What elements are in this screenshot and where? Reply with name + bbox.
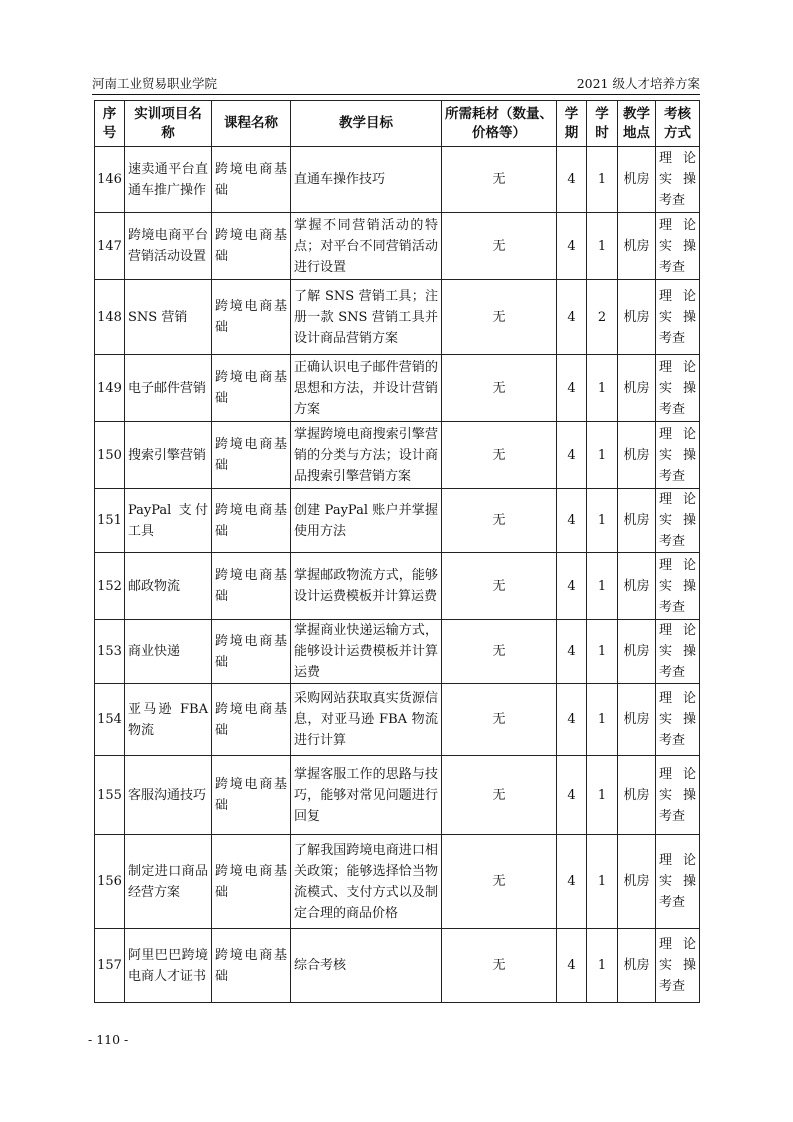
row-place: 机房 <box>618 147 656 213</box>
table-row <box>95 929 700 1003</box>
row-place: 机房 <box>618 489 656 553</box>
row-no: 147 <box>95 213 125 280</box>
table-row <box>95 147 700 213</box>
row-exam: 理论实操考查 <box>656 213 700 280</box>
row-hours: 1 <box>587 147 618 213</box>
row-place: 机房 <box>618 213 656 280</box>
row-exam: 理论实操考查 <box>656 553 700 620</box>
row-material: 无 <box>442 756 557 835</box>
table-header-row <box>95 101 700 147</box>
row-material: 无 <box>442 684 557 756</box>
row-place: 机房 <box>618 355 656 422</box>
training-table <box>94 100 700 1003</box>
row-hours: 1 <box>587 835 618 929</box>
table-row <box>95 422 700 489</box>
table-row <box>95 489 700 553</box>
row-exam: 理论实操考查 <box>656 489 700 553</box>
row-project: 制定进口商品经营方案 <box>125 835 212 929</box>
row-hours: 1 <box>587 213 618 280</box>
row-course: 跨境电商基础 <box>212 620 291 684</box>
row-term: 4 <box>557 620 587 684</box>
row-goal: 掌握客服工作的思路与技巧，能够对常见问题进行回复 <box>291 756 442 835</box>
row-course: 跨境电商基础 <box>212 835 291 929</box>
row-project: 速卖通平台直通车推广操作 <box>125 147 212 213</box>
row-no: 150 <box>95 422 125 489</box>
row-project: 亚马逊 FBA 物流 <box>125 684 212 756</box>
row-goal: 掌握商业快递运输方式，能够设计运费模板并计算运费 <box>291 620 442 684</box>
row-exam: 理论实操考查 <box>656 835 700 929</box>
row-hours: 1 <box>587 553 618 620</box>
row-no: 152 <box>95 553 125 620</box>
row-place: 机房 <box>618 835 656 929</box>
row-exam: 理论实操考查 <box>656 929 700 1003</box>
row-hours: 1 <box>587 355 618 422</box>
row-project: 邮政物流 <box>125 553 212 620</box>
row-no: 153 <box>95 620 125 684</box>
col-header-place: 教学地点 <box>618 101 656 147</box>
row-project: 跨境电商平台营销活动设置 <box>125 213 212 280</box>
row-project: 电子邮件营销 <box>125 355 212 422</box>
row-term: 4 <box>557 147 587 213</box>
table-row <box>95 213 700 280</box>
row-material: 无 <box>442 422 557 489</box>
row-term: 4 <box>557 756 587 835</box>
row-term: 4 <box>557 213 587 280</box>
col-header-exam: 考核方式 <box>656 101 700 147</box>
row-course: 跨境电商基础 <box>212 147 291 213</box>
row-hours: 1 <box>587 422 618 489</box>
row-goal: 直通车操作技巧 <box>291 147 442 213</box>
row-term: 4 <box>557 684 587 756</box>
col-header-hours: 学时 <box>587 101 618 147</box>
row-place: 机房 <box>618 684 656 756</box>
row-material: 无 <box>442 213 557 280</box>
row-material: 无 <box>442 835 557 929</box>
row-material: 无 <box>442 620 557 684</box>
header-divider <box>92 94 700 95</box>
row-goal: 采购网站获取真实货源信息，对亚马逊 FBA 物流进行计算 <box>291 684 442 756</box>
row-term: 4 <box>557 929 587 1003</box>
row-material: 无 <box>442 147 557 213</box>
col-header-no: 序号 <box>95 101 125 147</box>
row-term: 4 <box>557 553 587 620</box>
table-row <box>95 684 700 756</box>
row-no: 156 <box>95 835 125 929</box>
row-place: 机房 <box>618 756 656 835</box>
row-project: 搜索引擎营销 <box>125 422 212 489</box>
row-no: 146 <box>95 147 125 213</box>
row-place: 机房 <box>618 280 656 355</box>
col-header-goal: 教学目标 <box>291 101 442 147</box>
row-goal: 掌握不同营销活动的特点；对平台不同营销活动进行设置 <box>291 213 442 280</box>
row-no: 157 <box>95 929 125 1003</box>
page-header <box>92 74 700 94</box>
col-header-project: 实训项目名称 <box>125 101 212 147</box>
row-no: 148 <box>95 280 125 355</box>
row-course: 跨境电商基础 <box>212 684 291 756</box>
row-no: 154 <box>95 684 125 756</box>
row-project: 阿里巴巴跨境电商人才证书 <box>125 929 212 1003</box>
row-goal: 了解 SNS 营销工具；注册一款 SNS 营销工具并设计商品营销方案 <box>291 280 442 355</box>
row-project: 客服沟通技巧 <box>125 756 212 835</box>
row-goal: 正确认识电子邮件营销的思想和方法，并设计营销方案 <box>291 355 442 422</box>
row-course: 跨境电商基础 <box>212 756 291 835</box>
row-course: 跨境电商基础 <box>212 553 291 620</box>
table-row <box>95 553 700 620</box>
row-term: 4 <box>557 835 587 929</box>
row-course: 跨境电商基础 <box>212 929 291 1003</box>
table-body <box>95 147 700 1003</box>
row-no: 155 <box>95 756 125 835</box>
row-hours: 1 <box>587 684 618 756</box>
row-exam: 理论实操考查 <box>656 756 700 835</box>
row-course: 跨境电商基础 <box>212 489 291 553</box>
row-goal: 掌握跨境电商搜索引擎营销的分类与方法；设计商品搜索引擎营销方案 <box>291 422 442 489</box>
row-place: 机房 <box>618 422 656 489</box>
row-place: 机房 <box>618 553 656 620</box>
row-course: 跨境电商基础 <box>212 280 291 355</box>
col-header-term: 学期 <box>557 101 587 147</box>
row-place: 机房 <box>618 620 656 684</box>
row-exam: 理论实操考查 <box>656 147 700 213</box>
col-header-material: 所需耗材（数量、价格等） <box>442 101 557 147</box>
row-exam: 理论实操考查 <box>656 280 700 355</box>
row-exam: 理论实操考查 <box>656 684 700 756</box>
row-material: 无 <box>442 489 557 553</box>
row-exam: 理论实操考查 <box>656 355 700 422</box>
row-course: 跨境电商基础 <box>212 422 291 489</box>
row-exam: 理论实操考查 <box>656 620 700 684</box>
row-hours: 2 <box>587 280 618 355</box>
row-goal: 综合考核 <box>291 929 442 1003</box>
row-project: SNS 营销 <box>125 280 212 355</box>
row-material: 无 <box>442 553 557 620</box>
row-place: 机房 <box>618 929 656 1003</box>
header-plan-title: 2021 级人才培养方案 <box>576 76 700 91</box>
row-hours: 1 <box>587 756 618 835</box>
header-school-name: 河南工业贸易职业学院 <box>92 76 218 91</box>
table-row <box>95 835 700 929</box>
row-exam: 理论实操考查 <box>656 422 700 489</box>
row-project: PayPal 支付工具 <box>125 489 212 553</box>
row-material: 无 <box>442 280 557 355</box>
table-row <box>95 620 700 684</box>
row-hours: 1 <box>587 929 618 1003</box>
row-no: 149 <box>95 355 125 422</box>
row-goal: 创建 PayPal 账户并掌握使用方法 <box>291 489 442 553</box>
row-hours: 1 <box>587 489 618 553</box>
row-term: 4 <box>557 280 587 355</box>
row-hours: 1 <box>587 620 618 684</box>
row-material: 无 <box>442 929 557 1003</box>
row-no: 151 <box>95 489 125 553</box>
col-header-course: 课程名称 <box>212 101 291 147</box>
row-project: 商业快递 <box>125 620 212 684</box>
row-term: 4 <box>557 355 587 422</box>
table-row <box>95 355 700 422</box>
row-course: 跨境电商基础 <box>212 355 291 422</box>
row-goal: 了解我国跨境电商进口相关政策；能够选择恰当物流模式、支付方式以及制定合理的商品价格 <box>291 835 442 929</box>
table-row <box>95 756 700 835</box>
row-course: 跨境电商基础 <box>212 213 291 280</box>
row-goal: 掌握邮政物流方式，能够设计运费模板并计算运费 <box>291 553 442 620</box>
page-number: - 110 - <box>88 1032 129 1047</box>
row-material: 无 <box>442 355 557 422</box>
row-term: 4 <box>557 489 587 553</box>
row-term: 4 <box>557 422 587 489</box>
table-row <box>95 280 700 355</box>
